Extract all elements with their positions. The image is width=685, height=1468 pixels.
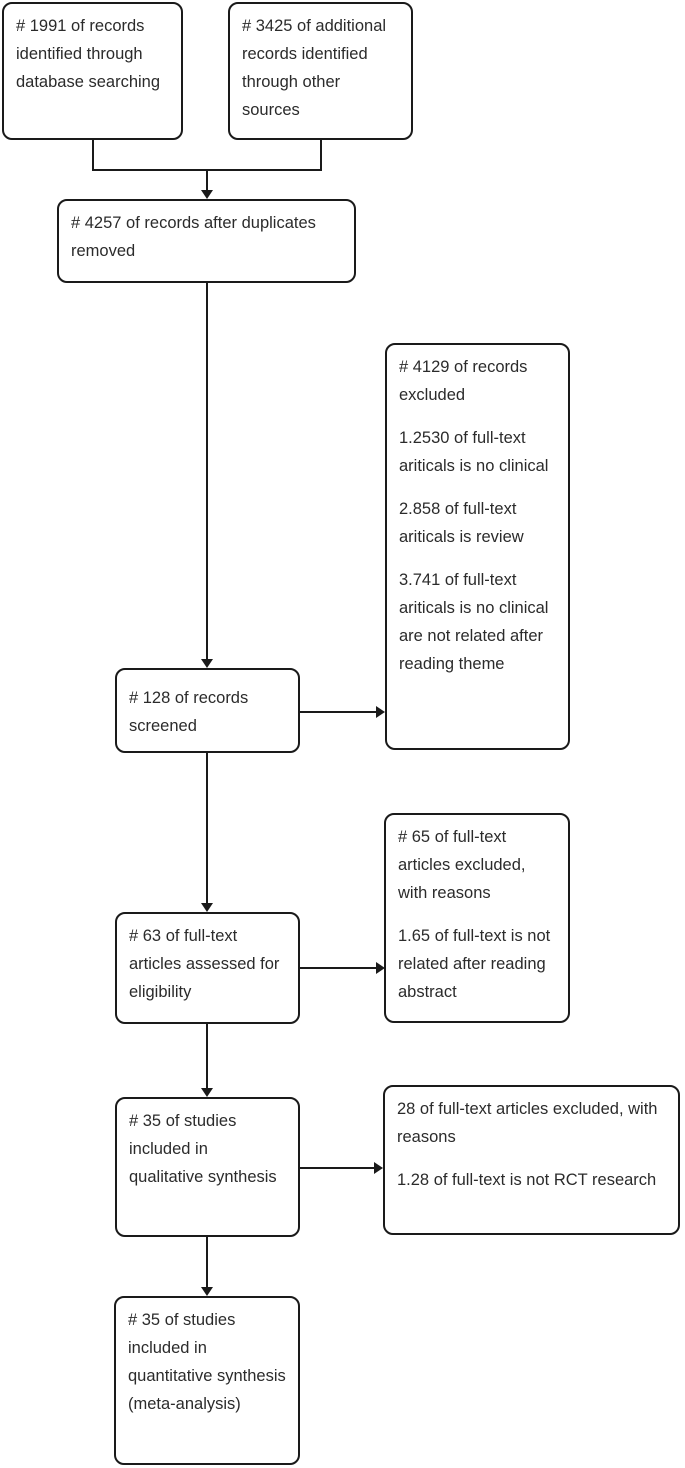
- box-text: # 3425 of additional records identified through other sources: [242, 17, 387, 119]
- box-records-after-duplicates: [57, 199, 356, 283]
- box-text: # 35 of studies included in quantitative synthesis (meta-analysis): [128, 1311, 286, 1413]
- box-text: # 4129 of records excluded: [399, 358, 528, 404]
- arrowhead-to-duplicates: [201, 190, 213, 199]
- box-text: # 1991 of records identified through database searching: [16, 17, 161, 91]
- arrowhead-to-records-excluded: [376, 706, 385, 718]
- box-records-excluded: [385, 343, 570, 750]
- arrowhead-to-screened: [201, 659, 213, 668]
- box-records-identified-database: [2, 2, 183, 140]
- connector-qualitative-to-quantitative: [206, 1237, 208, 1288]
- box-fulltext-assessed: [115, 912, 300, 1024]
- connector-right-merge-vertical: [320, 140, 322, 171]
- box-records-screened: [115, 668, 300, 753]
- box-text: 28 of full-text articles excluded, with reasons: [397, 1100, 658, 1146]
- box-text: # 4257 of records after duplicates removed: [71, 214, 316, 260]
- box-text: 2.858 of full-text ariticals is review: [399, 500, 524, 546]
- connector-left-merge-vertical: [92, 140, 94, 171]
- arrowhead-to-quantitative: [201, 1287, 213, 1296]
- box-text: # 128 of records screened: [129, 689, 249, 735]
- box-text: 3.741 of full-text ariticals is no clinical are not related after reading theme: [399, 571, 549, 673]
- arrowhead-to-fulltext-excluded: [376, 962, 385, 974]
- arrowhead-to-assessed: [201, 903, 213, 912]
- connector-duplicates-to-screened: [206, 283, 208, 661]
- box-records-identified-other-sources: [228, 2, 413, 140]
- arrowhead-to-rct-excluded: [374, 1162, 383, 1174]
- arrowhead-to-qualitative: [201, 1088, 213, 1097]
- box-text: 1.2530 of full-text ariticals is no clinical: [399, 429, 549, 475]
- connector-assessed-to-qualitative: [206, 1024, 208, 1089]
- connector-screened-to-assessed: [206, 753, 208, 904]
- connector-qualitative-to-rct-excluded: [300, 1167, 375, 1169]
- box-fulltext-excluded-not-rct: [383, 1085, 680, 1235]
- box-text: # 35 of studies included in qualitative synthesis: [129, 1112, 277, 1186]
- box-fulltext-articles-excluded: [384, 813, 570, 1023]
- box-studies-qualitative-synthesis: [115, 1097, 300, 1237]
- connector-screened-to-excluded: [300, 711, 377, 713]
- box-text: # 65 of full-text articles excluded, with reasons: [398, 828, 526, 902]
- box-text: 1.28 of full-text is not RCT research: [397, 1171, 657, 1189]
- connector-merge-to-duplicates: [206, 169, 208, 191]
- box-studies-quantitative-synthesis: [114, 1296, 300, 1465]
- connector-assessed-to-fulltext-excluded: [300, 967, 377, 969]
- box-text: # 63 of full-text articles assessed for eligibility: [129, 927, 280, 1001]
- box-text: 1.65 of full-text is not related after reading abstract: [398, 927, 551, 1001]
